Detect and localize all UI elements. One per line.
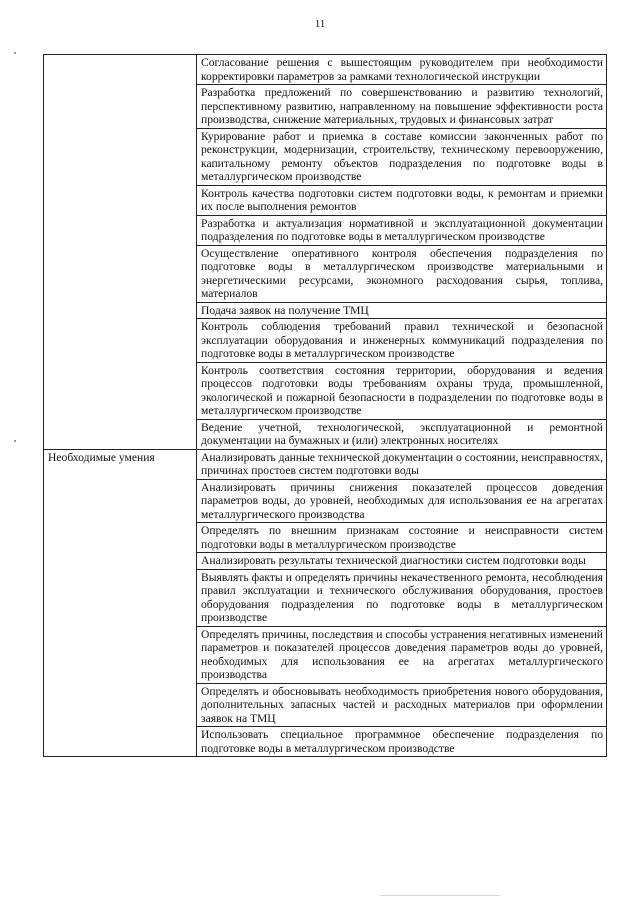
requirement-cell: Контроль качества подготовки систем подготовки воды, к ремонтам и приемки их после выполнения ремонтов bbox=[197, 185, 607, 215]
table-row bbox=[44, 55, 607, 85]
table-row bbox=[44, 449, 607, 479]
scan-mark bbox=[14, 440, 16, 442]
requirement-cell: Ведение учетной, технологической, эксплуатационной и ремонтной документации на бумажных и (или) электронных носителях bbox=[197, 419, 607, 449]
requirement-cell: Курирование работ и приемка в составе комиссии законченных работ по реконструкции, модернизации, строительству, техническому перевооружению, капитальному ремонту объектов подразделения по подготовке воды в металлургическом производстве bbox=[197, 128, 607, 185]
page-number: 11 bbox=[314, 18, 326, 30]
scan-smudge bbox=[380, 895, 500, 896]
group-label-cell bbox=[44, 55, 197, 450]
requirement-cell: Определять по внешним признакам состояние и неисправности систем подготовки воды в металлургическом производстве bbox=[197, 523, 607, 553]
scan-mark bbox=[14, 52, 16, 54]
requirement-cell: Контроль соблюдения требований правил технической и безопасной эксплуатации оборудования и инженерных коммуникаций подразделения по подготовке воды в металлургическом производстве bbox=[197, 319, 607, 363]
requirement-cell: Согласование решения с вышестоящим руководителем при необходимости корректировки параметров за рамками технологической инструкции bbox=[197, 55, 607, 85]
requirement-cell: Анализировать результаты технической диагностики систем подготовки воды bbox=[197, 553, 607, 570]
table-body bbox=[44, 55, 607, 757]
requirement-cell: Разработка и актуализация нормативной и эксплуатационной документации подразделения по подготовке воды в металлургическом производстве bbox=[197, 215, 607, 245]
requirement-cell: Определять и обосновывать необходимость приобретения нового оборудования, дополнительных запасных частей и расходных материалов при оформлении заявок на ТМЦ bbox=[197, 683, 607, 727]
requirement-cell: Подача заявок на получение ТМЦ bbox=[197, 302, 607, 319]
labor-functions-table bbox=[43, 54, 607, 757]
requirement-cell: Анализировать данные технической документации о состоянии, неисправностях, причинах простоев систем подготовки воды bbox=[197, 449, 607, 479]
group-label-cell: Необходимые умения bbox=[44, 449, 197, 757]
requirement-cell: Разработка предложений по совершенствованию и развитию технологий, перспективному развитию, направленному на повышение эффективности роста производства, снижение материальных, трудовых и финансовых затрат bbox=[197, 85, 607, 129]
requirement-cell: Осуществление оперативного контроля обеспечения подразделения по подготовке воды в металлургическом производстве материальными и энергетическими ресурсами, экономного расходования сырья, топлива, материалов bbox=[197, 245, 607, 302]
requirement-cell: Контроль соответствия состояния территории, оборудования и ведения процессов подготовки воды требованиям охраны труда, промышленной, экологической и пожарной безопасности в подразделении по подготовке воды в металлургическом производстве bbox=[197, 362, 607, 419]
requirement-cell: Определять причины, последствия и способы устранения негативных изменений параметров и показателей процессов доведения параметров воды до уровней, необходимых для использования ее на агрегатах металлургического производства bbox=[197, 626, 607, 683]
requirement-cell: Использовать специальное программное обеспечение подразделения по подготовке воды в металлургическом производстве bbox=[197, 727, 607, 757]
requirement-cell: Анализировать причины снижения показателей процессов доведения параметров воды, до уровней, необходимых для использования ее на агрегатах металлургического производства bbox=[197, 479, 607, 523]
requirement-cell: Выявлять факты и определять причины некачественного ремонта, несоблюдения правил эксплуатации и технического обслуживания оборудования, простоев оборудования подразделения по подготовке воды в металлургическом производстве bbox=[197, 569, 607, 626]
